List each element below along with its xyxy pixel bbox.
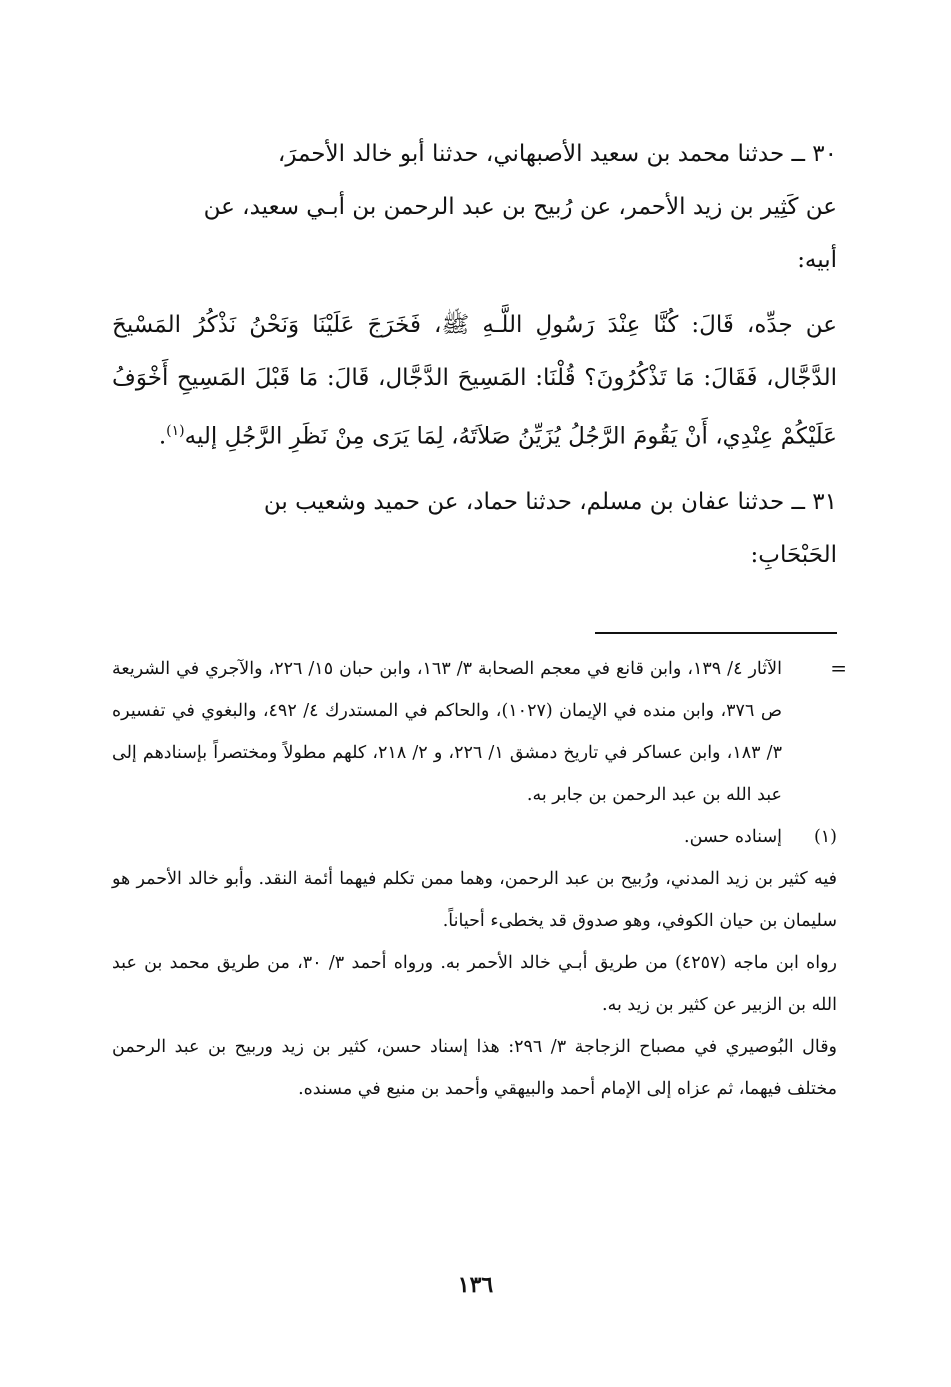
hadith-30-line-1: ٣٠ ــ حدثنا محمد بن سعيد الأصبهاني، حدثنا أبو خالد الأحمرَ،: [277, 141, 837, 167]
page-number: ١٣٦: [457, 1272, 494, 1298]
footnote-continuation-text: الآثار ٤/ ١٣٩، وابن قانع في معجم الصحابة ٣/ ١٦٣، وابن حبان ١٥/ ٢٢٦، والآجري في الشريعة ص ٣٧٦، وابن منده في الإيمان (١٠٢٧)، والحاكم في المستدرك ٤/ ٤٩٢، والبغوي في تفسيره ٣/ ١٨٣، وابن عساكر في تاريخ دمشق ١/ ٢٢٦، و ٢/ ٢١٨، كلهم مطولاً ومختصراً بإسنادهم إلى عبد الله بن عبد الرحمن بن جابر به.: [112, 659, 782, 805]
hadith-31-isnad: [112, 476, 837, 582]
hadith-30-end: .: [158, 423, 167, 450]
hadith-30-line-2: عن كَثِير بن زيد الأحمر، عن رُبيح بن عبد الرحمن بن أبـي سعيد، عن: [203, 194, 837, 220]
footnote-1-sources: رواه ابن ماجه (٤٢٥٧) من طريق أبـي خالد الأحمر به. ورواه أحمد ٣/ ٣٠، من طريق محمد بن عبد الله بن الزبير عن كثير بن زيد به.: [112, 953, 837, 1015]
footnote-1-paragraph-2: [112, 858, 837, 942]
hadith-30-line-3: أبيه:: [797, 247, 837, 273]
footnote-1: [112, 816, 837, 858]
footnotes: [112, 648, 847, 1110]
continuation-marker: =: [830, 656, 847, 680]
hadith-30-isnad: [112, 128, 837, 287]
footnote-1-narrators: فيه كثير بن زيد المدني، ورُبيح بن عبد الرحمن، وهما ممن تكلم فيهما أئمة النقد. وأبو خالد الأحمر هو سليمان بن حيان الكوفي، وهو صدوق قد يخطىء أحياناً.: [112, 869, 837, 931]
hadith-31-line-2: الحَبْحَابِ:: [750, 541, 837, 568]
hadith-30-matn-text: عن جدِّه، قَالَ: كُنَّا عِنْدَ رَسُولِ اللَّـهِ ﷺ، فَخَرَجَ عَلَيْنَا وَنَحْنُ نَذْكُرُ المَسْيحَ الدَّجَّال، فَقَالَ: مَا تَذْكُرُونَ؟ قُلْنَا: المَسِيحَ الدَّجَّال، قَالَ: مَا قَبْلَ المَسِيحِ أَخْوَفُ عَلَيْكُمْ عِنْدِي، أَنْ يَقُومَ الرَّجُلُ يُزَيِّنُ صَلاَتَهُ، لِمَا يَرَى مِنْ نَظَرِ الرَّجُلِ إليه: [112, 312, 837, 450]
footnote-1-busiri: وقال البُوصيري في مصباح الزجاجة ٣/ ٢٩٦: هذا إسناد حسن، كثير بن زيد وربيح بن عبد الرحمن مختلف فيهما، ثم عزاه إلى الإمام أحمد والبيهقي وأحمد بن منيع في مسنده.: [112, 1037, 838, 1099]
footnote-separator: [595, 632, 837, 634]
hadith-31-line-1: ٣١ ــ حدثنا عفان بن مسلم، حدثنا حماد، عن حميد وشعيب بن: [263, 488, 837, 515]
footnote-reference: (١): [166, 423, 185, 439]
main-text: [112, 128, 837, 582]
footnote-1-marker: (١): [813, 827, 837, 847]
footnote-1-paragraph-3: [112, 942, 837, 1026]
footnote-1-paragraph-4: [112, 1026, 837, 1110]
hadith-30-matn: [112, 299, 837, 464]
footnote-1-grade: إسناده حسن.: [684, 827, 782, 847]
footnote-continuation: [112, 648, 847, 816]
